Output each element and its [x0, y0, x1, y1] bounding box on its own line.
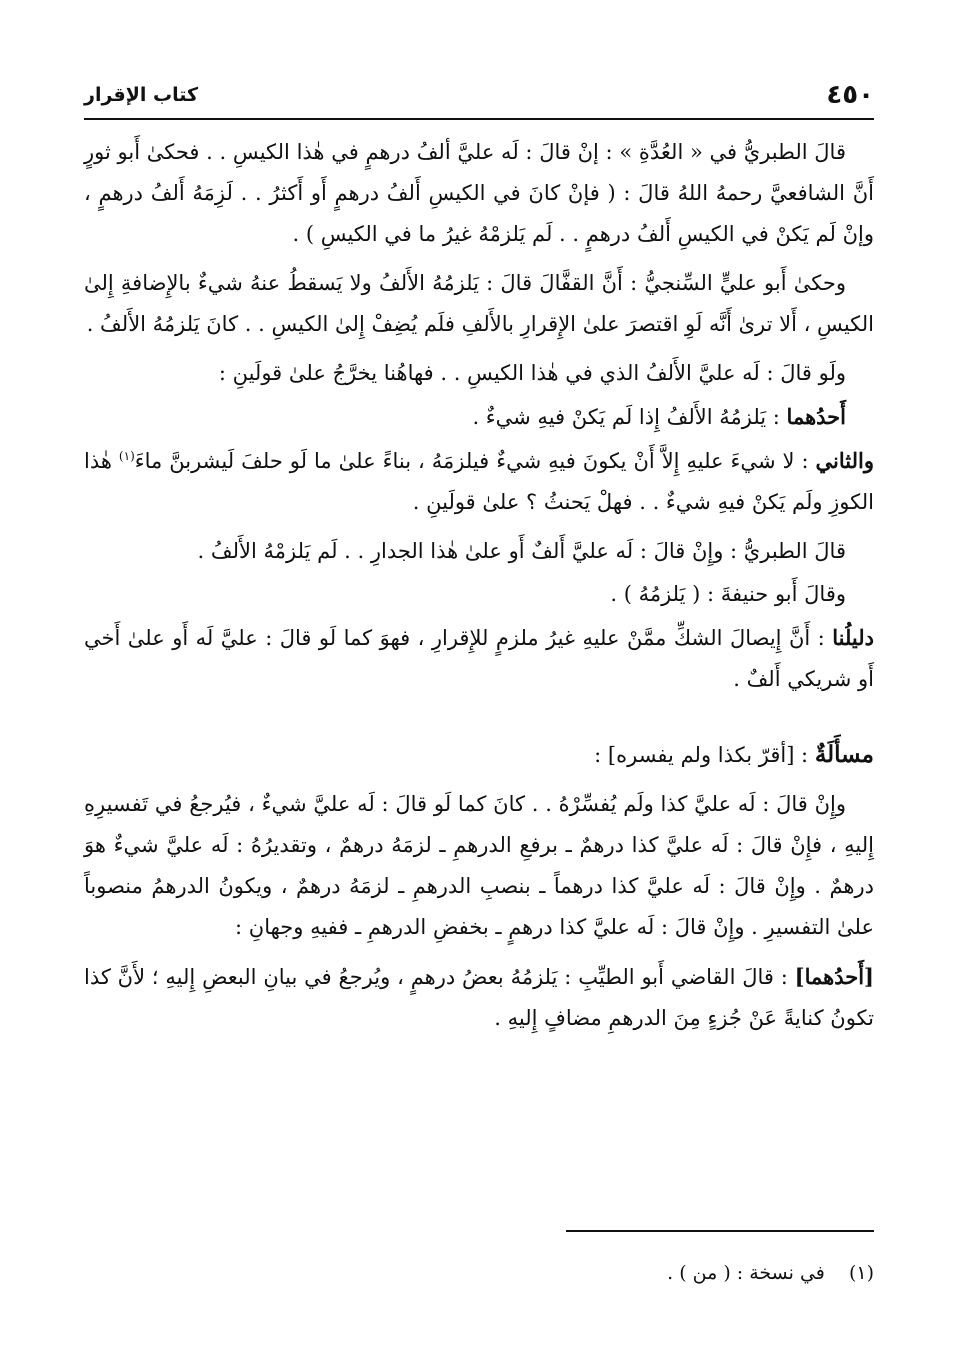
footnote-text: في نسخة : ( من ) . — [667, 1262, 825, 1284]
masala-heading — [84, 734, 874, 776]
masala-label: مسأَلَةٌ — [814, 741, 874, 768]
paragraph: ولَو قالَ : لَه عليَّ الأَلفُ الذي في هٰذا الكيسِ . . فهاهُنا يخرَّجُ علىٰ قولَينِ : — [218, 361, 846, 385]
paragraph — [84, 617, 874, 700]
paragraph: قالَ الطبريُّ : وإِنْ قالَ : لَه عليَّ أَلفٌ أَو علىٰ هٰذا الجدارِ . . لَم يَلزمْهُ الأَلفُ . — [197, 539, 846, 563]
header-divider — [84, 118, 874, 120]
footnote-divider — [566, 1230, 874, 1232]
page-header — [84, 78, 874, 118]
masala-title: : [أقرّ بكذا ولم يفسره] : — [594, 743, 815, 767]
paragraph-text: : يَلزمُهُ الأَلفُ إِذا لَم يَكنْ فيهِ شيءٌ . — [472, 405, 787, 429]
lead-word: دليلُنا — [832, 625, 874, 650]
lead-word: والثاني — [815, 448, 875, 473]
paragraph-text: : أَنَّ إِيصالَ الشكِّ ممَّنْ عليهِ غيرُ ملزمٍ للإِقرارِ ، فهوَ كما لَو قالَ : عليَّ لَه أَو علىٰ أَخي أَو شريكي أَلفٌ . — [84, 626, 874, 691]
paragraph — [84, 396, 874, 438]
paragraph: وقالَ أَبو حنيفةَ : ( يَلزمُهُ ) . — [610, 582, 846, 606]
paragraph — [84, 956, 874, 1039]
paragraph-text: : قالَ القاضي أَبو الطيِّبِ : يَلزمُهُ بعضُ درهمٍ ، ويُرجعُ في بيانِ البعضِ إِليهِ ؛ لأَنَّ كذا تكونُ كنايةً عَنْ جُزءٍ مِنَ الدرهمِ مضافٍ إِليهِ . — [84, 965, 874, 1030]
paragraph — [84, 440, 874, 523]
paragraph: وإِنْ قالَ : لَه عليَّ كذا ولَم يُفسِّرْهُ . . كانَ كما لَو قالَ : لَه عليَّ شيءٌ ، فيُرجعُ في تَفسيرِهِ إِليهِ ، فإِنْ قالَ : لَه عليَّ كذا درهمٌ ـ برفعِ الدرهمِ ـ لزمَهُ درهمٌ ، وتقديرُهُ : لَه عليَّ شيءٌ هوَ درهمٌ . وإِنْ قالَ : لَه عليَّ كذا درهماً ـ بنصبِ الدرهمِ ـ لزمَهُ درهمٌ ، ويكونُ الدرهمُ منصوباً علىٰ التفسيرِ . وإِنْ قالَ : لَه عليَّ كذا درهمٍ ـ بخفضِ الدرهمِ ـ ففيهِ وجهانِ : — [84, 792, 874, 939]
footnote — [84, 1262, 874, 1284]
paragraph-text: : لا شيءَ عليهِ إِلاَّ أَنْ يكونَ فيهِ شيءٌ فيلزمَهُ ، بناءً علىٰ ما لَو حلفَ لَيشربنَّ ماءَ — [134, 449, 816, 473]
paragraph-text: هٰذا الكوزِ ولَم يَكنْ فيهِ شيءٌ . . فهلْ يَحنثُ ؟ علىٰ قولَينِ . — [84, 449, 874, 514]
footnote-reference[interactable]: (١) — [118, 449, 135, 463]
book-title: كتاب الإقرار — [84, 84, 199, 106]
page-number: ٤٥٠ — [826, 80, 874, 110]
paragraph: وحكىٰ أَبو عليٍّ السِّنجيُّ : أَنَّ القفَّالَ قالَ : يَلزمُهُ الأَلفُ ولا يَسقطُ عنهُ شيءٌ بالإِضافةِ إِلىٰ الكيسِ ، أَلا ترىٰ أَنَّه لَوِ اقتصرَ علىٰ الإِقرارِ بالأَلفِ فلَم يُضِفْ إِلىٰ الكيسِ . . كانَ يَلزمُهُ الأَلفُ . — [84, 271, 874, 336]
paragraph: قالَ الطبريُّ في « العُدَّةِ » : إنْ قالَ : لَه عليَّ ألفُ درهمٍ في هٰذا الكيسِ . . فحكىٰ أَبو ثورٍ أَنَّ الشافعيَّ رحمهُ اللهُ قالَ : ( فإنْ كانَ في الكيسِ أَلفُ درهمٍ أَو أَكثرُ . . لَزِمَهُ أَلفُ درهمٍ ، وإنْ لَم يَكنْ في الكيسِ أَلفُ درهمٍ . . لَم يَلزمْهُ غيرُ ما في الكيسِ ) . — [84, 140, 874, 246]
section-gap — [84, 708, 874, 734]
lead-word: [أَحدُهما] — [794, 964, 874, 989]
lead-word: أَحدُهما — [786, 404, 846, 429]
footnote-marker: (١) — [848, 1262, 874, 1284]
main-text — [84, 132, 874, 1047]
